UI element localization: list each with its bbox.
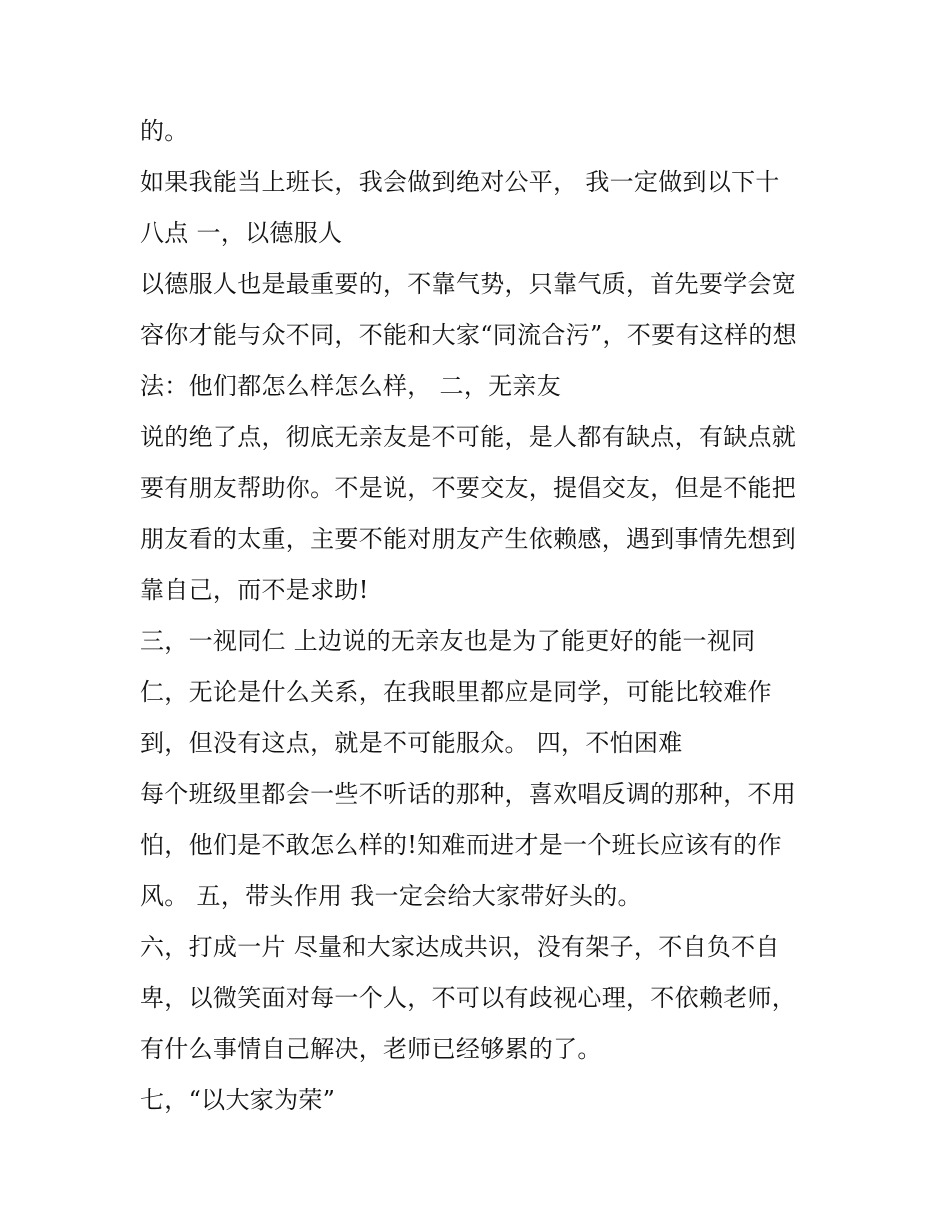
- text-line: 法：他们都怎么样怎么样， 二，无亲友: [140, 372, 562, 400]
- text-line: 七，“以大家为荣”: [140, 1086, 336, 1114]
- text-line: 风。 五，带头作用 我一定会给大家带好头的。: [140, 882, 642, 910]
- text-line: 每个班级里都会一些不听话的那种，喜欢唱反调的那种，不用: [140, 780, 797, 808]
- text-line: 三，一视同仁 上边说的无亲友也是为了能更好的能一视同: [140, 627, 756, 655]
- text-line: 说的绝了点，彻底无亲友是不可能，是人都有缺点，有缺点就: [140, 423, 797, 451]
- text-line: 靠自己，而不是求助!: [140, 576, 369, 604]
- text-line: 到，但没有这点，就是不可能服众。 四，不怕困难: [140, 729, 683, 757]
- text-line: 的。: [140, 117, 189, 145]
- text-line: 容你才能与众不同，不能和大家“同流合污”，不要有这样的想: [140, 321, 797, 349]
- text-line: 六，打成一片 尽量和大家达成共识，没有架子，不自负不自: [140, 933, 780, 961]
- text-line: 有什么事情自己解决，老师已经够累的了。: [140, 1035, 602, 1063]
- text-line: 朋友看的太重，主要不能对朋友产生依赖感，遇到事情先想到: [140, 525, 797, 553]
- text-line: 怕，他们是不敢怎么样的!知难而进才是一个班长应该有的作: [140, 831, 782, 859]
- text-line: 八点 一，以德服人: [140, 219, 343, 247]
- text-line: 以德服人也是最重要的，不靠气势，只靠气质，首先要学会宽: [140, 270, 797, 298]
- text-line: 仁，无论是什么关系，在我眼里都应是同学，可能比较难作: [140, 678, 772, 706]
- document-body: [140, 106, 820, 1126]
- text-line: 要有朋友帮助你。不是说，不要交友，提倡交友，但是不能把: [140, 474, 797, 502]
- text-line: 如果我能当上班长，我会做到绝对公平， 我一定做到以下十: [140, 168, 780, 196]
- text-line: 卑，以微笑面对每一个人，不可以有歧视心理，不依赖老师，: [140, 984, 797, 1012]
